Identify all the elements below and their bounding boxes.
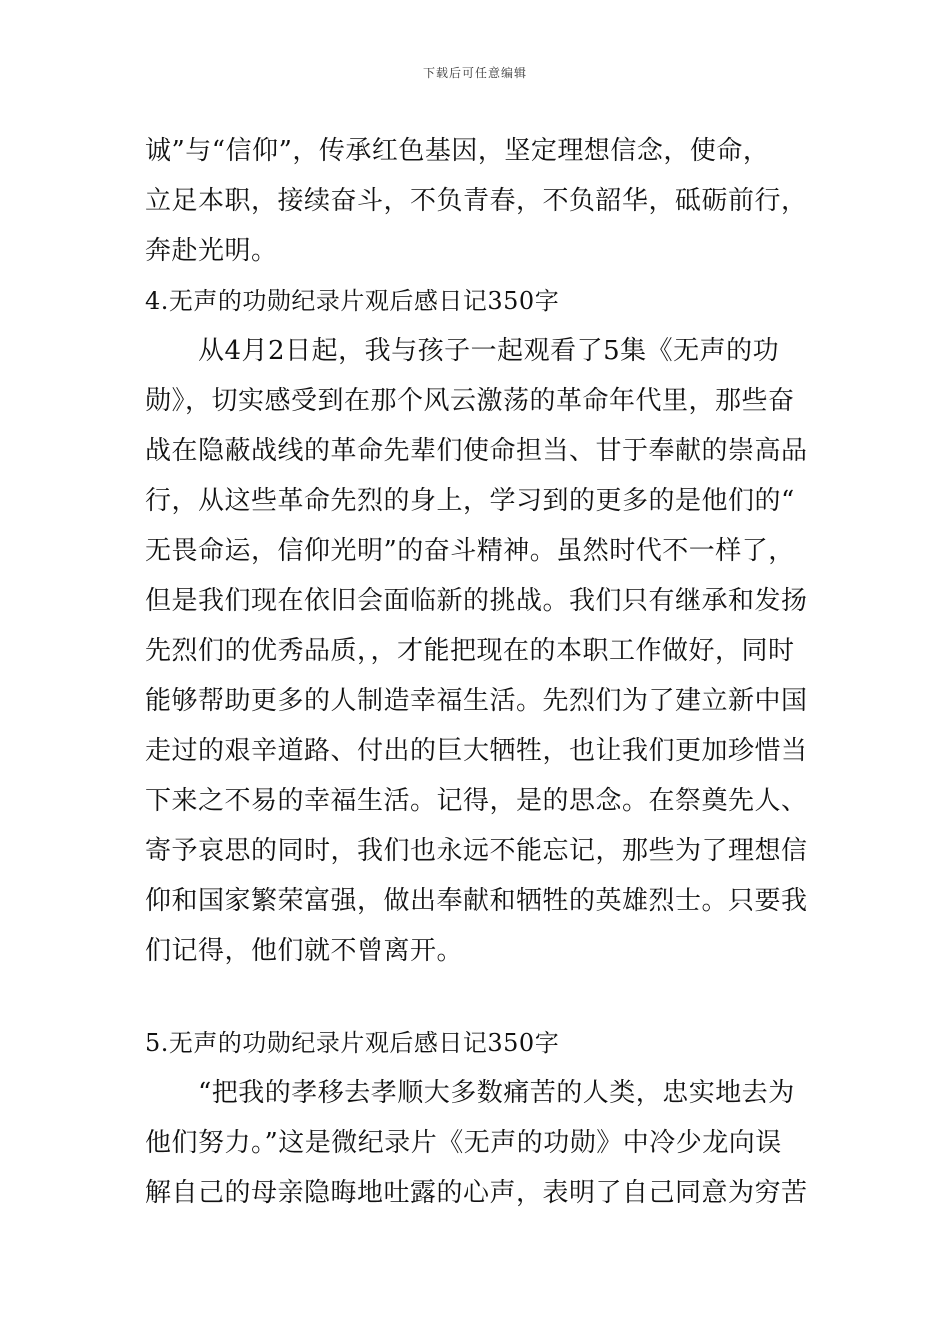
text-line: 仰和国家繁荣富强，做出奉献和牺牲的英雄烈士。只要我 xyxy=(145,886,808,916)
text-line: 能够帮助更多的人制造幸福生活。先烈们为了建立新中国 xyxy=(145,686,808,716)
section-4-heading: 4.无声的功勋纪录片观后感日记350字 xyxy=(145,287,560,315)
text-line: “把我的孝移去孝顺大多数痛苦的人类，忠实地去为 xyxy=(145,1078,795,1108)
document-body xyxy=(145,126,807,1218)
section-4-paragraph xyxy=(145,326,807,976)
text-line: 无畏命运，信仰光明”的奋斗精神。虽然时代不一样了， xyxy=(145,536,795,566)
section-5-paragraph xyxy=(145,1068,807,1218)
section-5-heading: 5.无声的功勋纪录片观后感日记350字 xyxy=(145,1029,560,1057)
text-line: 奔赴光明。 xyxy=(145,236,278,266)
text-line: 诚”与“信仰”，传承红色基因，坚定理想信念，使命， xyxy=(145,136,770,166)
page-header: 下载后可任意编辑 xyxy=(422,66,527,80)
text-line: 行，从这些革命先烈的身上，学习到的更多的是他们的“ xyxy=(145,486,795,516)
text-line: 下来之不易的幸福生活。记得，是的思念。在祭奠先人、 xyxy=(145,786,808,816)
text-line: 先烈们的优秀品质，，才能把现在的本职工作做好，同时 xyxy=(145,636,795,666)
text-line: 寄予哀思的同时，我们也永远不能忘记，那些为了理想信 xyxy=(145,836,808,866)
text-line: 们记得，他们就不曾离开。 xyxy=(145,936,464,966)
text-line: 从4月2日起，我与孩子一起观看了5集《无声的功 xyxy=(145,336,780,366)
text-line: 勋》，切实感受到在那个风云激荡的革命年代里，那些奋 xyxy=(145,386,795,416)
intro-paragraph xyxy=(145,126,807,276)
text-line: 他们努力。”这是微纪录片《无声的功勋》中冷少龙向误 xyxy=(145,1128,782,1158)
text-line: 但是我们现在依旧会面临新的挑战。我们只有继承和发扬 xyxy=(145,586,808,616)
text-line: 立足本职，接续奋斗，不负青春，不负韶华，砥砺前行， xyxy=(145,186,808,216)
text-line: 战在隐蔽战线的革命先辈们使命担当、甘于奉献的崇高品 xyxy=(145,436,808,466)
text-line: 走过的艰辛道路、付出的巨大牺牲，也让我们更加珍惜当 xyxy=(145,736,808,766)
paragraph-spacer xyxy=(145,976,807,1018)
text-line: 解自己的母亲隐晦地吐露的心声，表明了自己同意为穷苦 xyxy=(145,1178,808,1208)
